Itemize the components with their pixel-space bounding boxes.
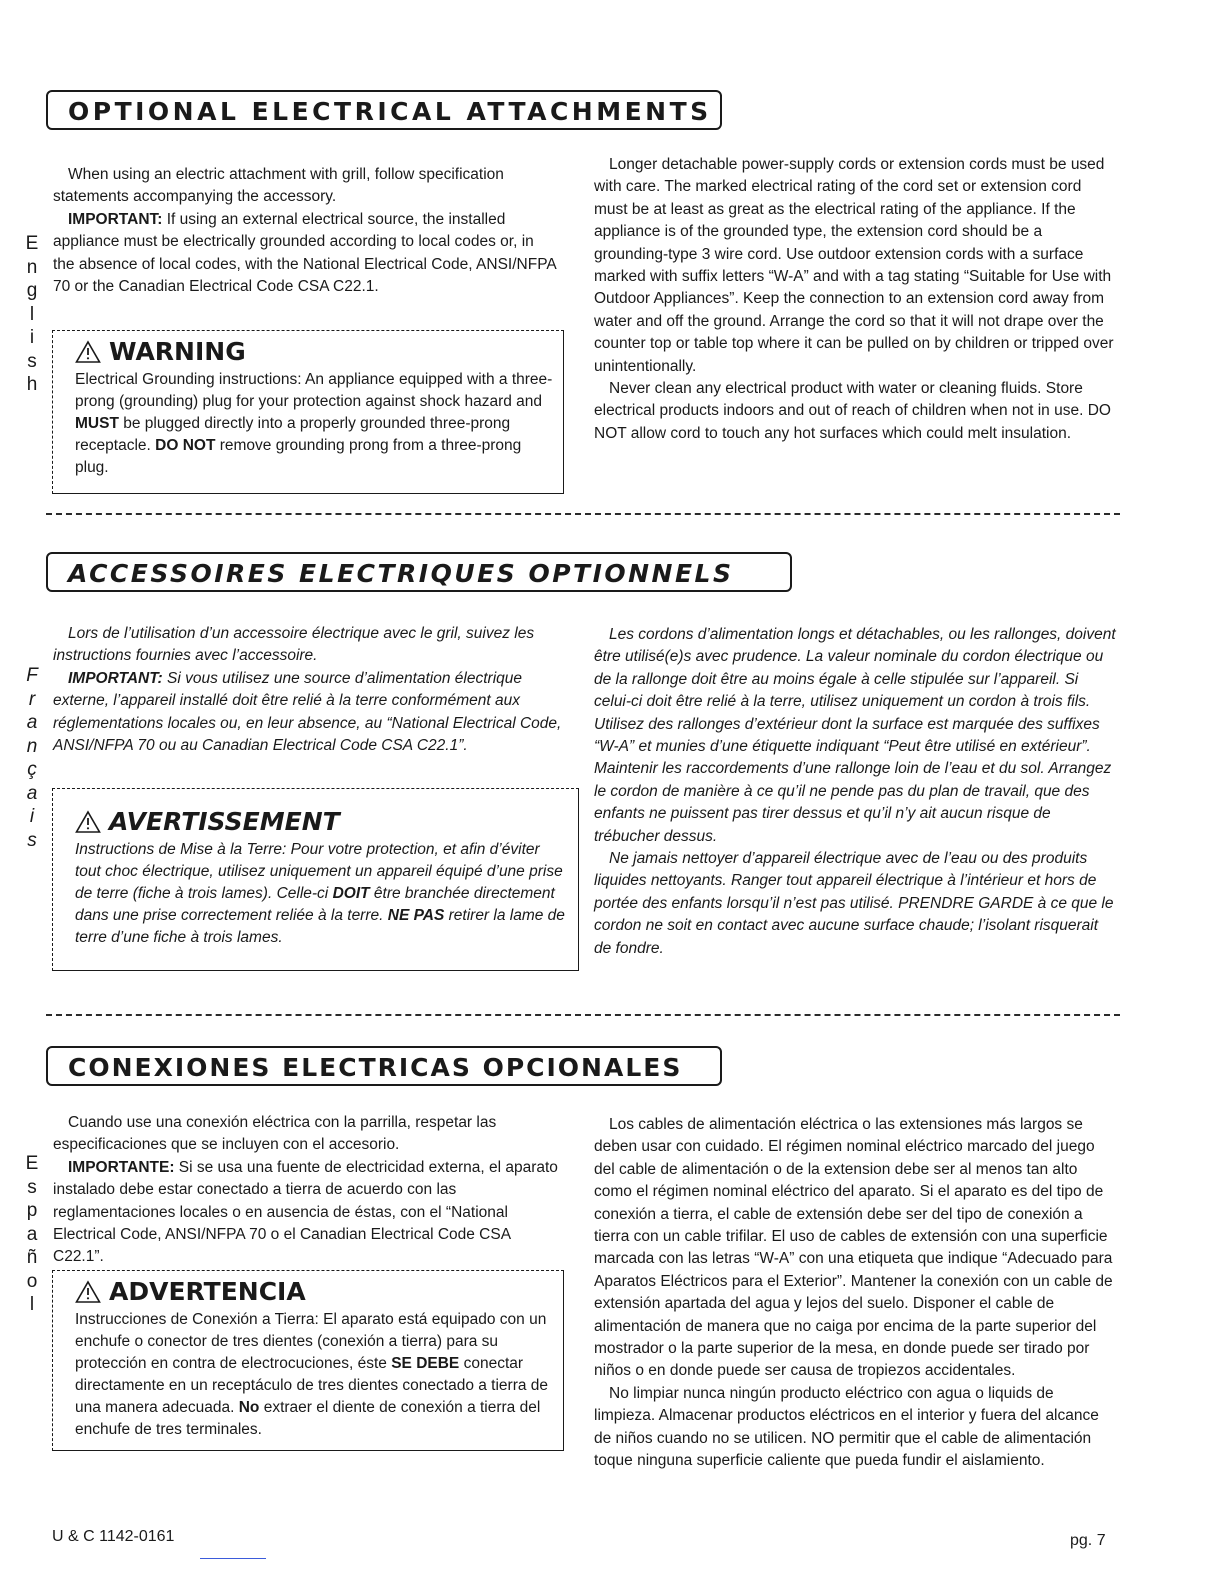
title-text: CONEXIONES ELECTRICAS OPCIONALES: [68, 1053, 683, 1082]
english-cleaning-paragraph: Never clean any electrical product with water or cleaning fluids. Store electrical products indoors and out of reach of children when not in use. DO NOT allow cord to touch any hot surfaces which could melt insulation.: [594, 380, 1111, 442]
english-warning-box: [52, 330, 564, 494]
french-cord-paragraph: Les cordons d’alimentation longs et détachables, ou les rallonges, doivent être utilisé(e)s avec prudence. La valeur nominale du cordon électrique ou de la rallonge doit être au moins égale à celle stipulée sur l’appareil. Si celui-ci doit être relié à la terre, utilisez uniquement un cordon à trois fils. Utilisez des rallonges d’extérieur dont la surface est marquée des suffixes “W-A” et munies d’une étiquette indiquant “Peut être utilisé en extérieur”. Maintenir les raccordements d’une rallonge loin de l’eau et du sol. Arrangez le cordon de manière à ce qu’il ne pende pas du plan de travail, que des enfants ne puissent pas tirer dessus et qu’il n’y ait aucun risque de trébucher dessus.: [594, 626, 1116, 845]
warning-triangle-icon: [75, 340, 101, 364]
side-label-french: F r a n ç a i s: [26, 665, 38, 851]
warning-body: Instructions de Mise à la Terre: Pour votre protection, et afin d’éviter tout choc électrique, utilisez uniquement un appareil équipé d’une prise de terre (fiche à trois lames). Celle-ci DOIT être branchée directement dans une prise correctement reliée à la terre. NE PAS retirer la lame de terre d’une fiche à trois lames.: [75, 841, 565, 946]
warning-title: AVERTISSEMENT: [109, 807, 340, 836]
english-left-column: [53, 164, 558, 298]
section-title-spanish: [46, 1046, 722, 1086]
page-number: pg. 7: [1070, 1532, 1106, 1549]
warning-title: ADVERTENCIA: [109, 1277, 306, 1306]
english-right-column: [594, 154, 1116, 445]
french-important: IMPORTANT: Si vous utilisez une source d’alimentation électrique externe, l’appareil installé doit être relié à la terre conformément aux réglementations locales ou, en leur absence, au “National Electrical Code, ANSI/NFPA 70 ou au Canadian Electrical Code CSA C22.1”.: [53, 669, 562, 755]
warning-title: WARNING: [109, 337, 246, 366]
warning-triangle-icon: [75, 810, 101, 834]
french-warning-box: [52, 788, 579, 971]
english-intro: When using an electric attachment with grill, follow specification statements accompanying the accessory.: [53, 166, 504, 206]
side-label-spanish: E s p a ñ o l: [25, 1153, 39, 1315]
section-title-french: [46, 552, 792, 592]
title-text: ACCESSOIRES ELECTRIQUES OPTIONNELS: [68, 559, 734, 588]
warning-body: Electrical Grounding instructions: An appliance equipped with a three-prong (grounding) plug for your protection against shock hazard and MUST be plugged directly into a properly grounded three-prong receptacle. DO NOT remove grounding prong from a three-prong plug.: [75, 371, 553, 476]
english-important: IMPORTANT: If using an external electrical source, the installed appliance must be electrically grounded according to local codes or, in the absence of local codes, with the National Electrical Code, ANSI/NFPA 70 or the Canadian Electrical Code CSA C22.1.: [53, 210, 556, 296]
spanish-right-column: [594, 1114, 1118, 1473]
warning-body: Instrucciones de Conexión a Tierra: El aparato está equipado con un enchufe o conector de tres dientes (conexión a tierra) para su protección en contra de electrocuciones, éste SE DEBE conectar directamente en un receptáculo de tres dientes conectado a tierra de una manera adecuada. No extraer el diente de conexión a tierra del enchufe de tres terminales.: [75, 1311, 549, 1438]
english-cord-paragraph: Longer detachable power-supply cords or extension cords must be used with care. The marked electrical rating of the cord set or extension cord must be at least as great as the electrical rating of the appliance. If the appliance is of the grounded type, the extension cord should be a grounding-type 3 wire cord. Use outdoor extension cords with a surface marked with suffix letters “W-A” and with a tag stating “Suitable for Use with Outdoor Appliances”. Keep the connection to an extension cord away from water and off the ground. Arrange the cord so that it will not drape over the counter top or table top where it can be pulled on by children or tripped over unintentionally.: [594, 156, 1114, 375]
warning-heading: [75, 1277, 553, 1307]
french-left-column: [53, 623, 568, 757]
document-code: U & C 1142-0161: [52, 1528, 175, 1545]
link-underline: [200, 1558, 266, 1559]
spanish-warning-box: [52, 1270, 564, 1451]
spanish-important: IMPORTANTE: Si se usa una fuente de electricidad externa, el aparato instalado debe estar conectado a tierra de acuerdo con las reglamentaciones locales o en ausencia de éstas, con el “National Electrical Code, ANSI/NFPA 70 o el Canadian Electrical Code CSA C22.1”.: [53, 1158, 558, 1266]
title-text: OPTIONAL ELECTRICAL ATTACHMENTS: [68, 97, 712, 126]
section-title-english: [46, 90, 722, 130]
french-right-column: [594, 624, 1118, 960]
warning-heading: [75, 807, 568, 837]
side-label-english: E n g l i s h: [25, 233, 39, 395]
french-cleaning-paragraph: Ne jamais nettoyer d’appareil électrique avec de l’eau ou des produits liquides nettoyants. Ranger tout appareil électrique à l’intérieur et hors de portée des enfants lorsqu’il n’est pas utilisé. PRENDRE GARDE à ce que le cordon ne soit en contact avec aucune surface chaude; l’isolant risquerait de fondre.: [594, 850, 1114, 957]
french-intro: Lors de l’utilisation d’un accessoire électrique avec le gril, suivez les instructions fournies avec l’accessoire.: [53, 625, 535, 665]
warning-triangle-icon: [75, 1280, 101, 1304]
section-divider: [46, 513, 1120, 515]
section-divider: [46, 1014, 1120, 1016]
spanish-cord-paragraph: Los cables de alimentación eléctrica o las extensiones más largos se deben usar con cuidado. El régimen nominal eléctrico marcado del juego del cable de alimentación o de la extension debe ser al menos tan alto como el régimen nominal eléctrico del aparato. Si el aparato es del tipo de conexión a tierra, el cable de extensión debe ser del tipo de conexión a tierra con un cable trifilar. El uso de cables de extensión con una superficie marcada con las letras “W-A” con una etiqueta que indique “Adecuado para Aparatos Eléctricos para el Exterior”. Mantener la conexión con un cable de extensión apartada del agua y lejos del suelo. Disponer el cable de alimentación de manera que no caiga por encima de la parte superior del mostrador o la parte superior de la mesa, en donde puede ser tirado por niños o en donde puede ser causa de tropiezos accidentales.: [594, 1116, 1113, 1380]
warning-heading: [75, 337, 553, 367]
spanish-intro: Cuando use una conexión eléctrica con la parrilla, respetar las especificaciones que se incluyen con el accesorio.: [53, 1114, 497, 1154]
spanish-cleaning-paragraph: No limpiar nunca ningún producto eléctrico con agua o liquids de limpieza. Almacenar productos eléctricos en el interior y fuera del alcance de niños cuando no se utilicen. NO permitir que el cable de alimentación toque ninguna superficie caliente que pueda fundir el aislamiento.: [594, 1384, 1099, 1470]
spanish-left-column: [53, 1112, 558, 1269]
